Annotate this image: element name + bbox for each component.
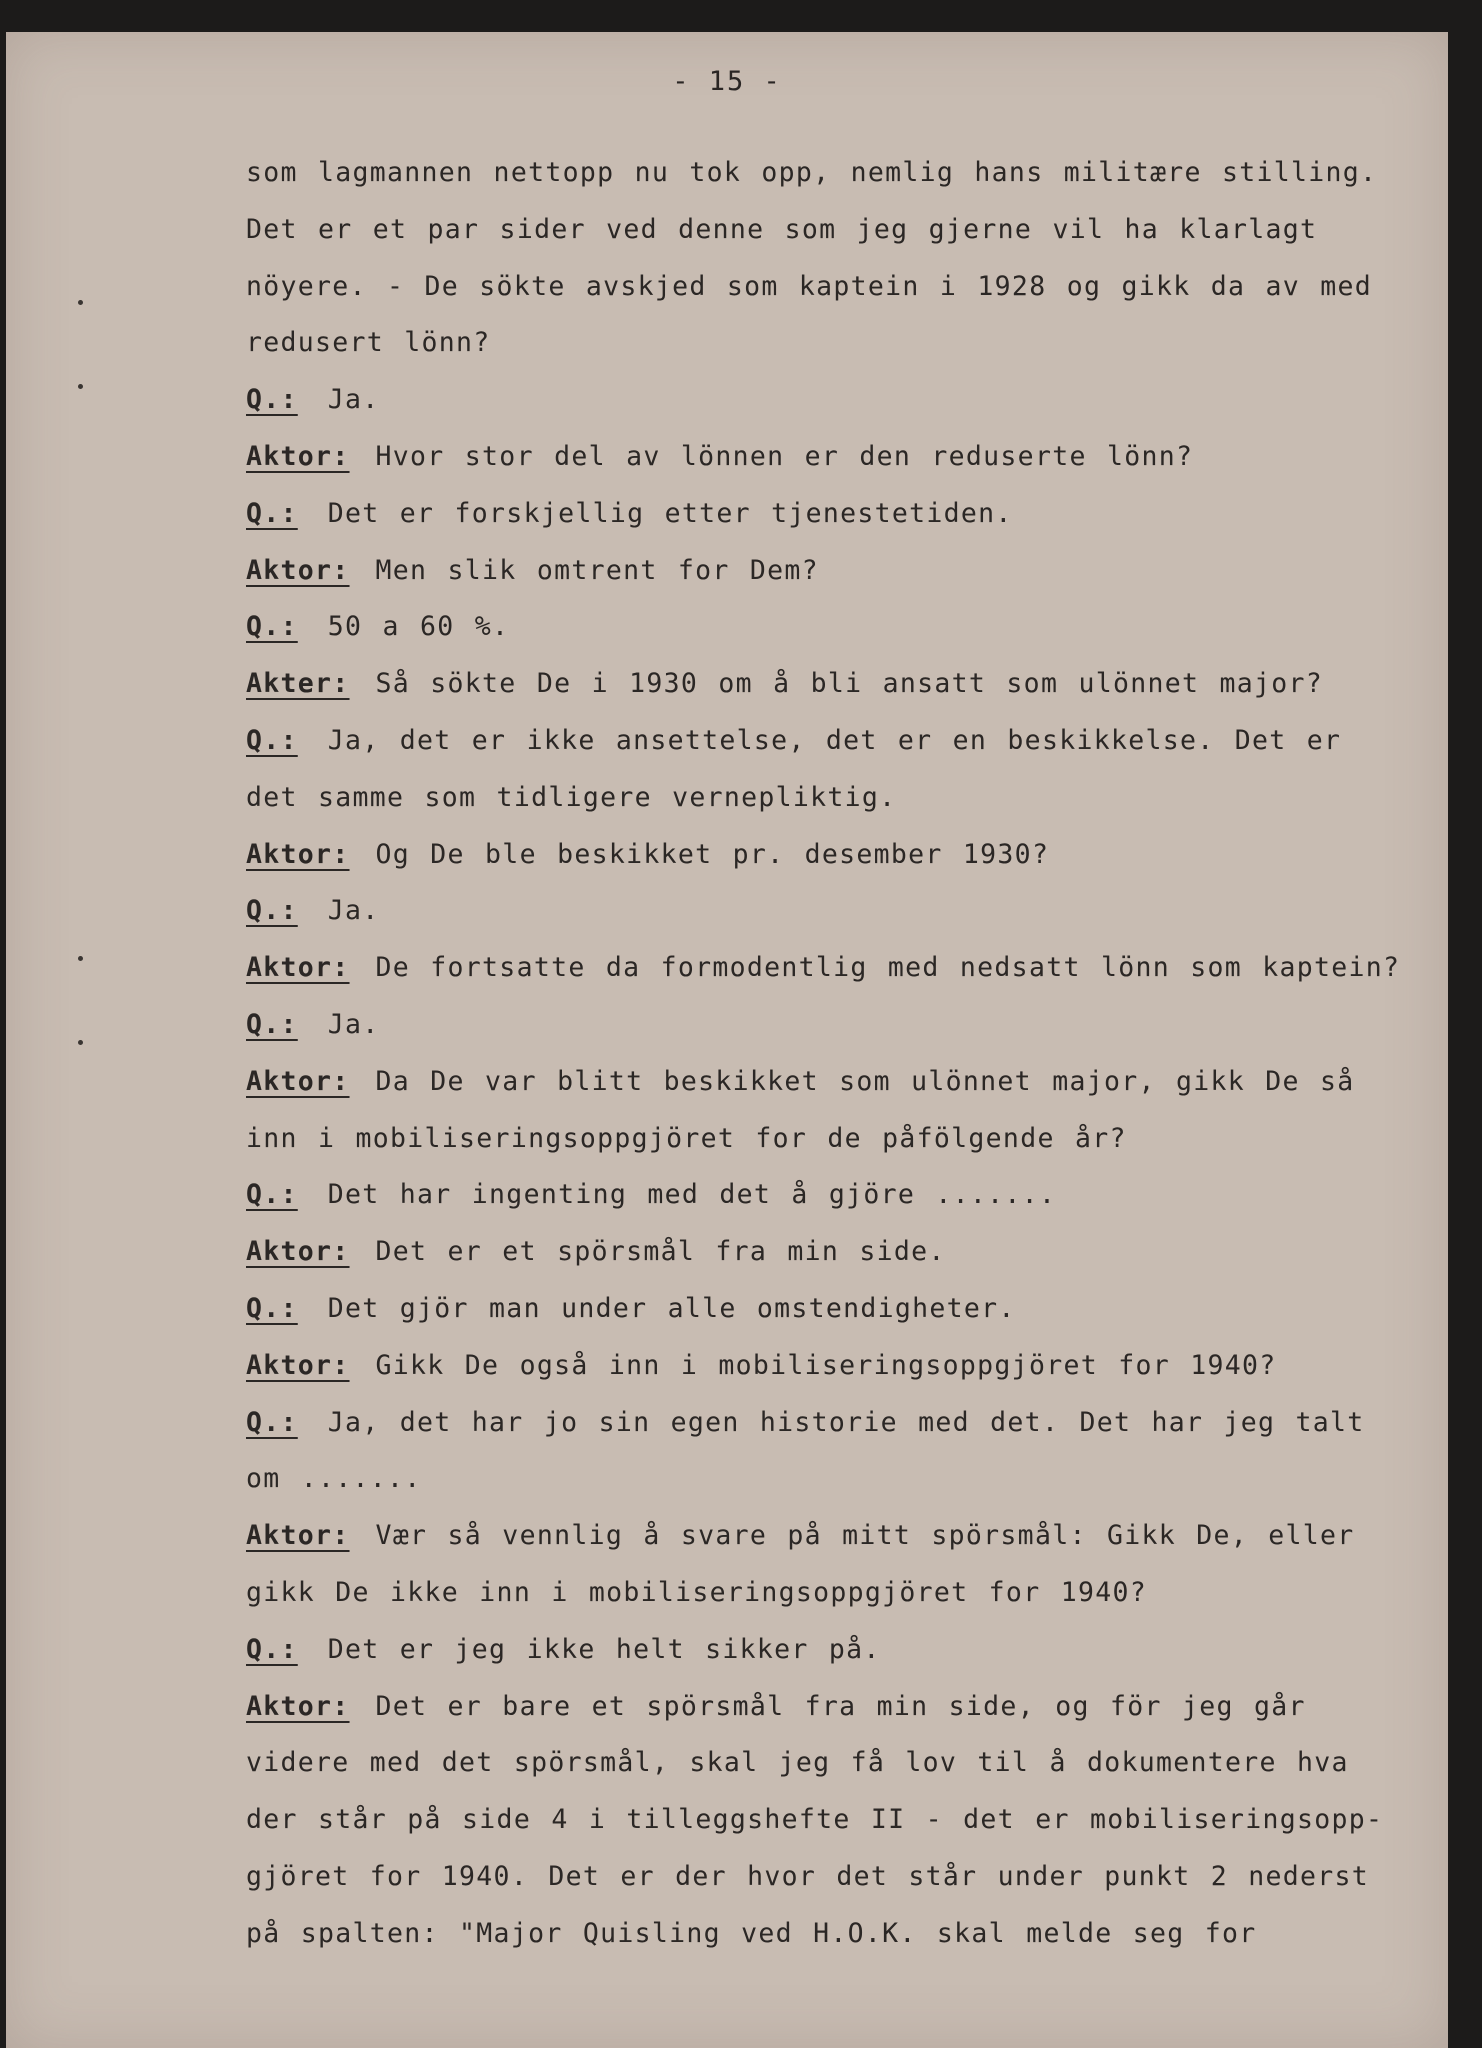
transcript-line — [246, 1792, 1384, 1849]
transcript-line — [246, 1224, 1376, 1281]
speaker-label: Aktor: — [246, 1236, 350, 1268]
line-text: videre med det spörsmål, skal jeg få lov til å dokumentere hva — [246, 1747, 1349, 1779]
speaker-label: Q.: — [246, 497, 298, 529]
transcript-line — [246, 656, 1376, 713]
transcript-line — [246, 883, 1376, 940]
line-text: Det gjör man under alle omstendigheter. — [327, 1292, 1016, 1324]
speaker-label: Q.: — [246, 895, 298, 927]
speaker-label: Q.: — [246, 1633, 298, 1665]
transcript-line — [246, 1338, 1376, 1395]
speaker-label: Aktor: — [246, 1349, 350, 1381]
speaker-label: Aktor: — [246, 952, 350, 984]
transcript-line — [246, 145, 1376, 202]
transcript-line — [246, 1395, 1376, 1452]
line-text: De fortsatte da formodentlig med nedsatt lönn som kaptein? — [375, 952, 1401, 984]
line-text: Ja, det er ikke ansettelse, det er en beskikkelse. Det er — [327, 724, 1342, 756]
line-text: Det er et spörsmål fra min side. — [375, 1236, 946, 1268]
speaker-label: Aktor: — [246, 1065, 350, 1097]
transcript-line — [246, 1111, 1376, 1168]
transcript-line — [246, 1281, 1376, 1338]
line-text: Det er jeg ikke helt sikker på. — [327, 1633, 881, 1665]
line-text: Det er et par sider ved denne som jeg gjerne vil ha klarlagt — [246, 213, 1318, 245]
transcript-line — [246, 940, 1401, 997]
transcript-line — [246, 599, 1376, 656]
line-text: inn i mobiliseringsoppgjöret for de påfölgende år? — [246, 1122, 1127, 1154]
transcript-line — [246, 1054, 1376, 1111]
line-text: redusert lönn? — [246, 327, 491, 359]
speaker-label: Q.: — [246, 1406, 298, 1438]
margin-mark — [78, 300, 83, 305]
speaker-label: Aktor: — [246, 1690, 350, 1722]
transcript-body — [246, 145, 1401, 1963]
transcript-line — [246, 543, 1376, 600]
line-text: Vær så vennlig å svare på mitt spörsmål: Gikk De, eller — [375, 1520, 1355, 1552]
transcript-line — [246, 202, 1376, 259]
transcript-line — [246, 1565, 1376, 1622]
document-page — [6, 32, 1448, 2048]
line-text: som lagmannen nettopp nu tok opp, nemlig hans militære stilling. — [246, 157, 1378, 188]
speaker-label: Aktor: — [246, 440, 350, 472]
speaker-label: Q.: — [246, 1008, 298, 1040]
line-text: nöyere. - De sökte avskjed som kaptein i 1928 og gikk da av med — [246, 270, 1373, 302]
line-text: Gikk De også inn i mobiliseringsoppgjöret for 1940? — [375, 1349, 1277, 1381]
speaker-label: Q.: — [246, 611, 298, 643]
transcript-line — [246, 713, 1376, 770]
transcript-line — [246, 1906, 1376, 1963]
transcript-line — [246, 997, 1376, 1054]
margin-mark — [78, 1040, 83, 1045]
transcript-line — [246, 1679, 1376, 1736]
line-text: gikk De ikke inn i mobiliseringsoppgjöret for 1940? — [246, 1576, 1147, 1608]
line-text: på spalten: "Major Quisling ved H.O.K. skal melde seg for — [246, 1917, 1257, 1949]
transcript-line — [246, 1167, 1376, 1224]
speaker-label: Aktor: — [246, 1520, 350, 1552]
line-text: der står på side 4 i tilleggshefte II - det er mobiliseringsopp- — [246, 1804, 1384, 1836]
transcript-line — [246, 259, 1376, 316]
line-text: Ja. — [327, 384, 380, 416]
line-text: om ....... — [246, 1463, 422, 1495]
speaker-label: Q.: — [246, 1179, 298, 1211]
transcript-line — [246, 372, 1376, 429]
line-text: det samme som tidligere vernepliktig. — [246, 781, 897, 813]
line-text: Det er bare et spörsmål fra min side, og för jeg går — [375, 1690, 1306, 1722]
transcript-line — [246, 1451, 1376, 1508]
line-text: Hvor stor del av lönnen er den reduserte lönn? — [375, 440, 1194, 472]
speaker-label: Akter: — [246, 668, 350, 700]
transcript-line — [246, 429, 1376, 486]
line-text: 50 a 60 %. — [327, 611, 510, 643]
transcript-line — [246, 1735, 1376, 1792]
line-text: Men slik omtrent for Dem? — [375, 554, 819, 586]
transcript-line — [246, 1849, 1376, 1906]
transcript-line — [246, 827, 1376, 884]
speaker-label: Q.: — [246, 1292, 298, 1324]
line-text: Og De ble beskikket pr. desember 1930? — [375, 838, 1050, 870]
line-text: Det har ingenting med det å gjöre ....... — [327, 1179, 1057, 1211]
line-text: Så sökte De i 1930 om å bli ansatt som ulönnet major? — [375, 668, 1324, 700]
line-text: Ja, det har jo sin egen historie med det. Det har jeg talt — [327, 1406, 1365, 1438]
transcript-line — [246, 486, 1376, 543]
transcript-line — [246, 1622, 1376, 1679]
transcript-line — [246, 315, 1376, 372]
speaker-label: Q.: — [246, 724, 298, 756]
page-number: - 15 - — [672, 66, 782, 97]
speaker-label: Aktor: — [246, 838, 350, 870]
line-text: Det er forskjellig etter tjenestetiden. — [327, 497, 1013, 529]
line-text: Ja. — [327, 1008, 380, 1040]
speaker-label: Q.: — [246, 384, 298, 416]
margin-mark — [78, 384, 83, 389]
line-text: gjöret for 1940. Det er der hvor det står under punkt 2 nederst — [246, 1860, 1370, 1892]
line-text: Da De var blitt beskikket som ulönnet major, gikk De så — [375, 1065, 1355, 1097]
transcript-line — [246, 770, 1376, 827]
transcript-line — [246, 1508, 1376, 1565]
speaker-label: Aktor: — [246, 554, 350, 586]
line-text: Ja. — [327, 895, 380, 927]
margin-mark — [78, 956, 83, 961]
